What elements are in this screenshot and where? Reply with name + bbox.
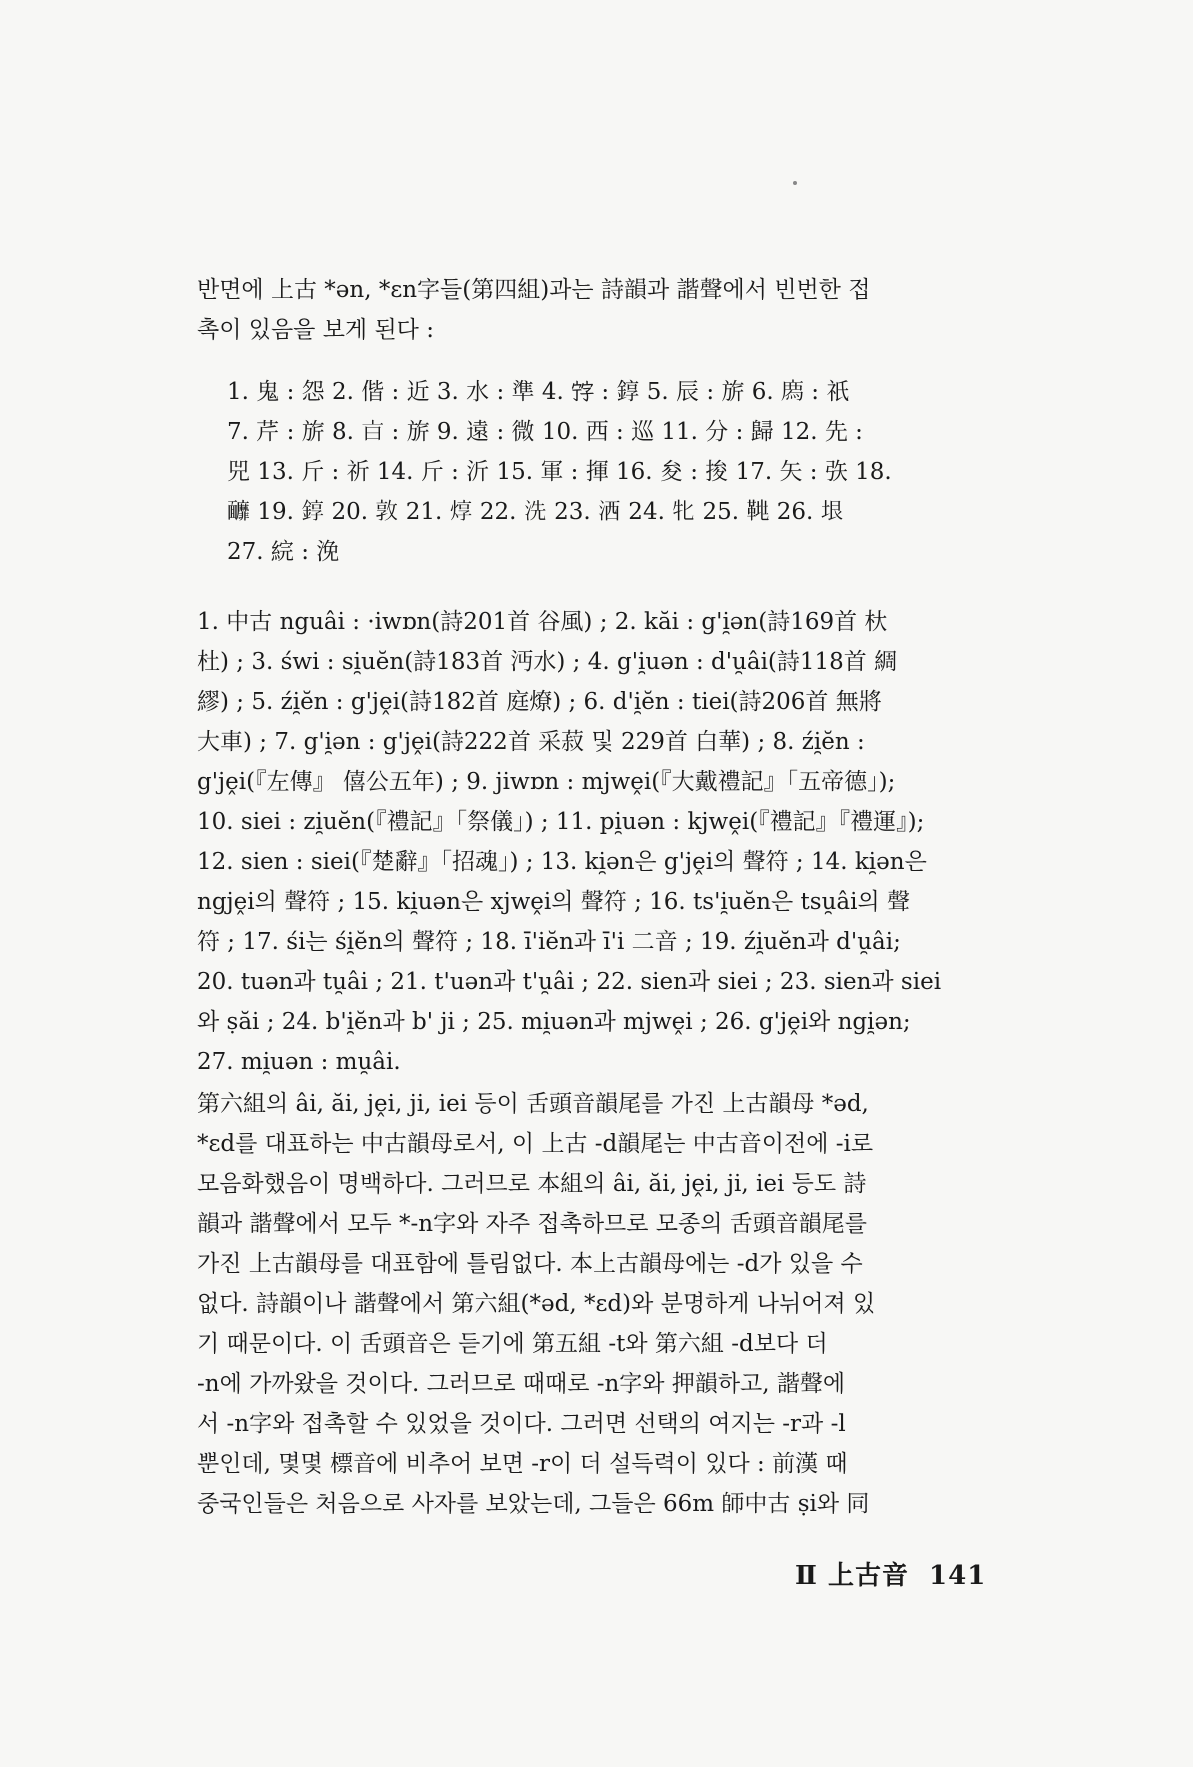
list-line: 7. 芹 : 旂 8. 𣅀 : 旂 9. 遠 : 微 10. 西 : 巡 11. 分 : 歸 12. 先 :	[227, 419, 863, 445]
intro-paragraph	[197, 270, 999, 350]
text-line: 기 때문이다. 이 舌頭音은 듣기에 第五組 -t와 第六組 -d보다 더	[197, 1331, 828, 1357]
text-line: 第六組의 âi, ăi, jḙi, ji, iei 등이 舌頭音韻尾를 가진 上古韻母 *əd,	[197, 1091, 869, 1117]
text-line: 촉이 있음을 보게 된다 :	[197, 317, 434, 343]
note-line: 繆) ; 5. źi̯ĕn : g'jḙi(詩182首 庭燎) ; 6. d'i̯ĕn : tiei(詩206首 無將	[197, 689, 882, 715]
text-line: *εd를 대표하는 中古韻母로서, 이 上古 -d韻尾는 中古音이전에 -i로	[197, 1131, 874, 1157]
reading-notes	[197, 602, 999, 1082]
text-line: -n에 가까왔을 것이다. 그러므로 때때로 -n字와 押韻하고, 諧聲에	[197, 1371, 846, 1397]
list-line: 𩉚 19. 錞 20. 敦 21. 焞 22. 洗 23. 洒 24. 牝 25. 𩊲 26. 垠	[227, 499, 844, 525]
note-line: 27. mi̯uən : mu̯âi.	[197, 1049, 401, 1075]
character-pair-list	[197, 372, 999, 572]
text-line: 반면에 上古 *ən, *εn字들(第四組)과는 詩韻과 諧聲에서 빈번한 접	[197, 277, 871, 303]
note-line: 20. tuən과 tu̯âi ; 21. t'uən과 t'u̯âi ; 22. sien과 siei ; 23. sien과 siei	[197, 969, 942, 995]
text-line: 모음화했음이 명백하다. 그러므로 本組의 âi, ăi, jḙi, ji, iei 등도 詩	[197, 1171, 867, 1197]
note-line: 와 ṣăi ; 24. b'i̯ĕn과 b' ji ; 25. mi̯uən과 mjwḙi ; 26. g'jḙi와 ngi̯ən;	[197, 1009, 911, 1035]
note-line: 12. sien : siei(『楚辭』「招魂」) ; 13. ki̯ən은 g'jḙi의 聲符 ; 14. ki̯ən은	[197, 849, 927, 875]
list-line: 27. 綄 : 浼	[227, 539, 340, 565]
note-line: ngjḙi의 聲符 ; 15. ki̯uən은 xjwḙi의 聲符 ; 16. ts'i̯uĕn은 tsu̯âi의 聲	[197, 889, 910, 915]
note-line: 符 ; 17. śi는 śi̯ĕn의 聲符 ; 18. ī'iĕn과 ī'i 二音 ; 19. źi̯uĕn과 d'u̯âi;	[197, 929, 901, 955]
note-line: g'jḙi(『左傳』 僖公五年) ; 9. jiwɒn : mjwḙi(『大戴禮記』「五帝德」);	[197, 769, 896, 795]
text-line: 중국인들은 처음으로 사자를 보았는데, 그들은 66m 師中古 ṣi와 同	[197, 1491, 870, 1517]
text-line: 서 -n字와 접촉할 수 있었을 것이다. 그러면 선택의 여지는 -r과 -l	[197, 1411, 846, 1437]
text-line: 가진 上古韻母를 대표함에 틀림없다. 本上古韻母에는 -d가 있을 수	[197, 1251, 863, 1277]
note-line: 1. 中古 nguâi : ·iwɒn(詩201首 谷風) ; 2. kăi : g'i̯ən(詩169首 杕	[197, 609, 888, 635]
note-line: 10. siei : zi̯uĕn(『禮記』「祭儀」) ; 11. pi̯uən : kjwḙi(『禮記』『禮運』);	[197, 809, 925, 835]
page-number: 141	[929, 1561, 987, 1591]
scan-speck	[793, 181, 797, 185]
note-line: 杜) ; 3. świ : si̯uĕn(詩183首 沔水) ; 4. g'i̯uən : d'u̯âi(詩118首 綢	[197, 649, 898, 675]
note-line: 大車) ; 7. g'i̯ən : g'jḙi(詩222首 采菽 및 229首 白華) ; 8. źi̯ĕn :	[197, 729, 865, 755]
text-line: 韻과 諧聲에서 모두 *-n字와 자주 접촉하므로 모종의 舌頭音韻尾를	[197, 1211, 867, 1237]
body-paragraph	[197, 1084, 999, 1524]
list-line: 兕 13. 斤 : 祈 14. 斤 : 沂 15. 軍 : 揮 16. 夋 : 捘 17. 矢 : 矤 18.	[227, 459, 892, 485]
text-body	[197, 270, 999, 1524]
text-line: 없다. 詩韻이나 諧聲에서 第六組(*əd, *εd)와 분명하게 나뉘어져 있	[197, 1291, 876, 1317]
page-footer	[795, 1555, 996, 1592]
list-line: 1. 鬼 : 怨 2. 偕 : 近 3. 水 : 準 4. 𡨸 : 錞 5. 辰 : 旂 6. 𢊁 : 祇	[227, 379, 850, 405]
text-line: 뿐인데, 몇몇 標音에 비추어 보면 -r이 더 설득력이 있다 : 前漢 때	[197, 1451, 848, 1477]
section-title: Ⅱ 上古音	[795, 1561, 909, 1591]
